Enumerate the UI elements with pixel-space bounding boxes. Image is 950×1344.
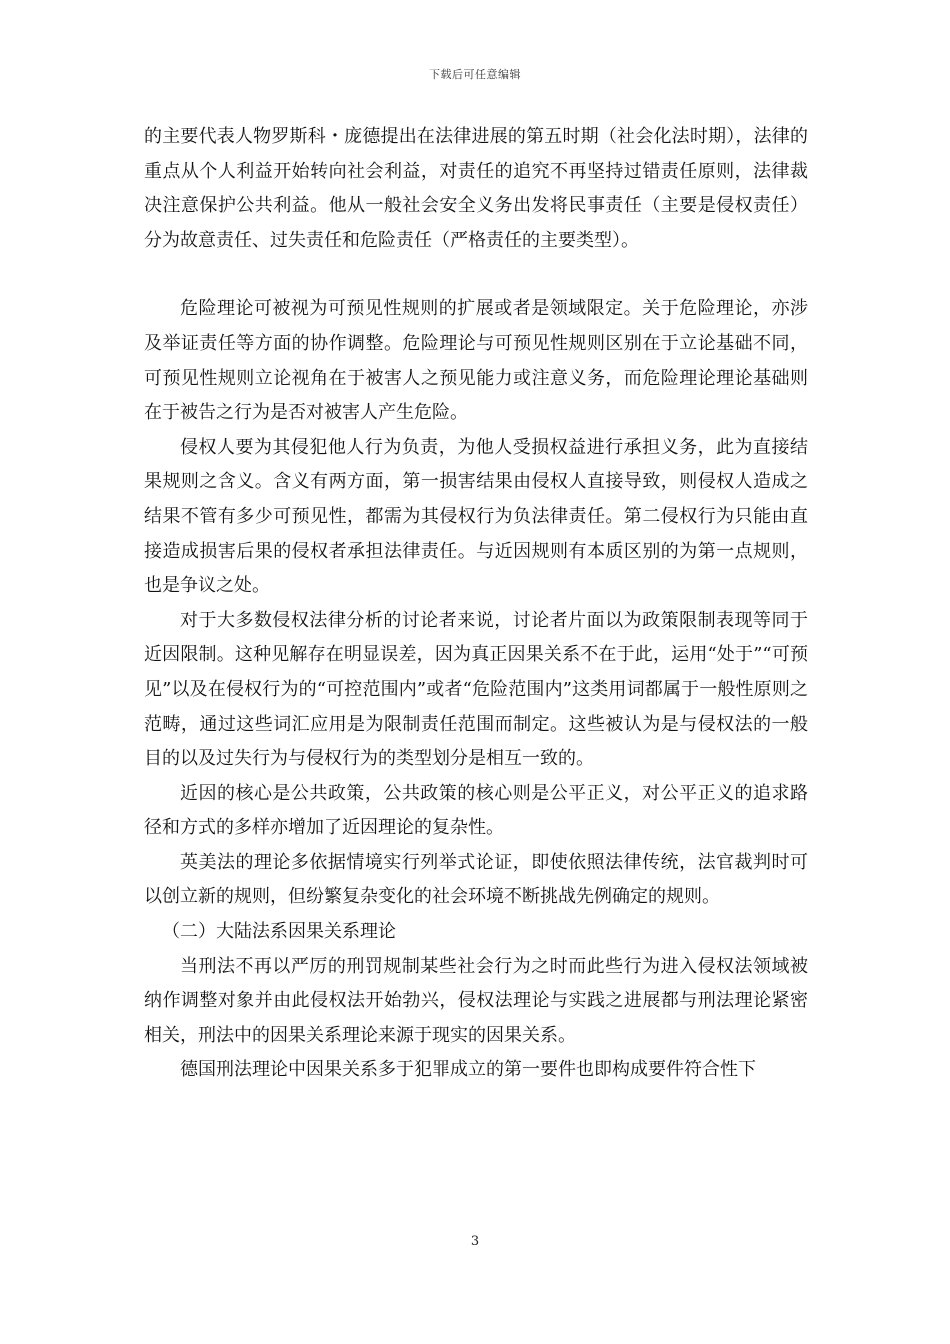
page-header-note: 下载后可任意编辑 [429, 68, 521, 81]
paragraph-criminal-law-relation: 当刑法不再以严厉的刑罚规制某些社会行为之时而此些行为进入侵权法领域被纳作调整对象并由此侵权法开始勃兴，侵权法理论与实践之进展都与刑法理论紧密相关，刑法中的因果关系理论来源于现实的因果关系。 [144, 955, 808, 1046]
section-heading-civil-law: （二）大陆法系因果关系理论 [162, 921, 396, 943]
paragraph-pound-continued: 的主要代表人物罗斯科・庞德提出在法律进展的第五时期（社会化法时期），法律的重点从个人利益开始转向社会利益，对责任的追究不再坚持过错责任原则，法律裁决注意保护公共利益。他从一般社会安全义务出发将民事责任（主要是侵权责任）分为故意责任、过失责任和危险责任（严格责任的主要类型）。 [144, 126, 808, 251]
document-body [144, 120, 808, 1088]
paragraph-german-criminal-theory: 德国刑法理论中因果关系多于犯罪成立的第一要件也即构成要件符合性下 [180, 1059, 756, 1081]
paragraph-proximate-cause-core: 近因的核心是公共政策，公共政策的核心则是公平正义，对公平正义的追求路径和方式的多样亦增加了近因理论的复杂性。 [144, 782, 808, 839]
paragraph-direct-result-rule: 侵权人要为其侵犯他人行为负责，为他人受损权益进行承担义务，此为直接结果规则之含义。含义有两方面，第一损害结果由侵权人直接导致，则侵权人造成之结果不管有多少可预见性，都需为其侵权行为负法律责任。第二侵权行为只能由直接造成损害后果的侵权者承担法律责任。与近因规则有本质区别的为第一点规则，也是争议之处。 [144, 436, 808, 597]
paragraph-danger-theory: 危险理论可被视为可预见性规则的扩展或者是领域限定。关于危险理论，亦涉及举证责任等方面的协作调整。危险理论与可预见性规则区别在于立论基础不同，可预见性规则立论视角在于被害人之预见能力或注意义务，而危险理论理论基础则在于被告之行为是否对被害人产生危险。 [144, 298, 808, 424]
page-number: 3 [470, 1234, 480, 1249]
paragraph-common-law-theory: 英美法的理论多依据情境实行列举式论证，即使依照法律传统，法官裁判时可以创立新的规则，但纷繁复杂变化的社会环境不断挑战先例确定的规则。 [144, 851, 808, 908]
paragraph-policy-limit: 对于大多数侵权法律分析的讨论者来说，讨论者片面以为政策限制表现等同于近因限制。这种见解存在明显误差，因为真正因果关系不在于此，运用“处于”“可预见”以及在侵权行为的“可控范围内”或者“危险范围内”这类用词都属于一般性原则之范畴，通过这些词汇应用是为限制责任范围而制定。这些被认为是与侵权法的一般目的以及过失行为与侵权行为的类型划分是相互一致的。 [144, 609, 808, 770]
